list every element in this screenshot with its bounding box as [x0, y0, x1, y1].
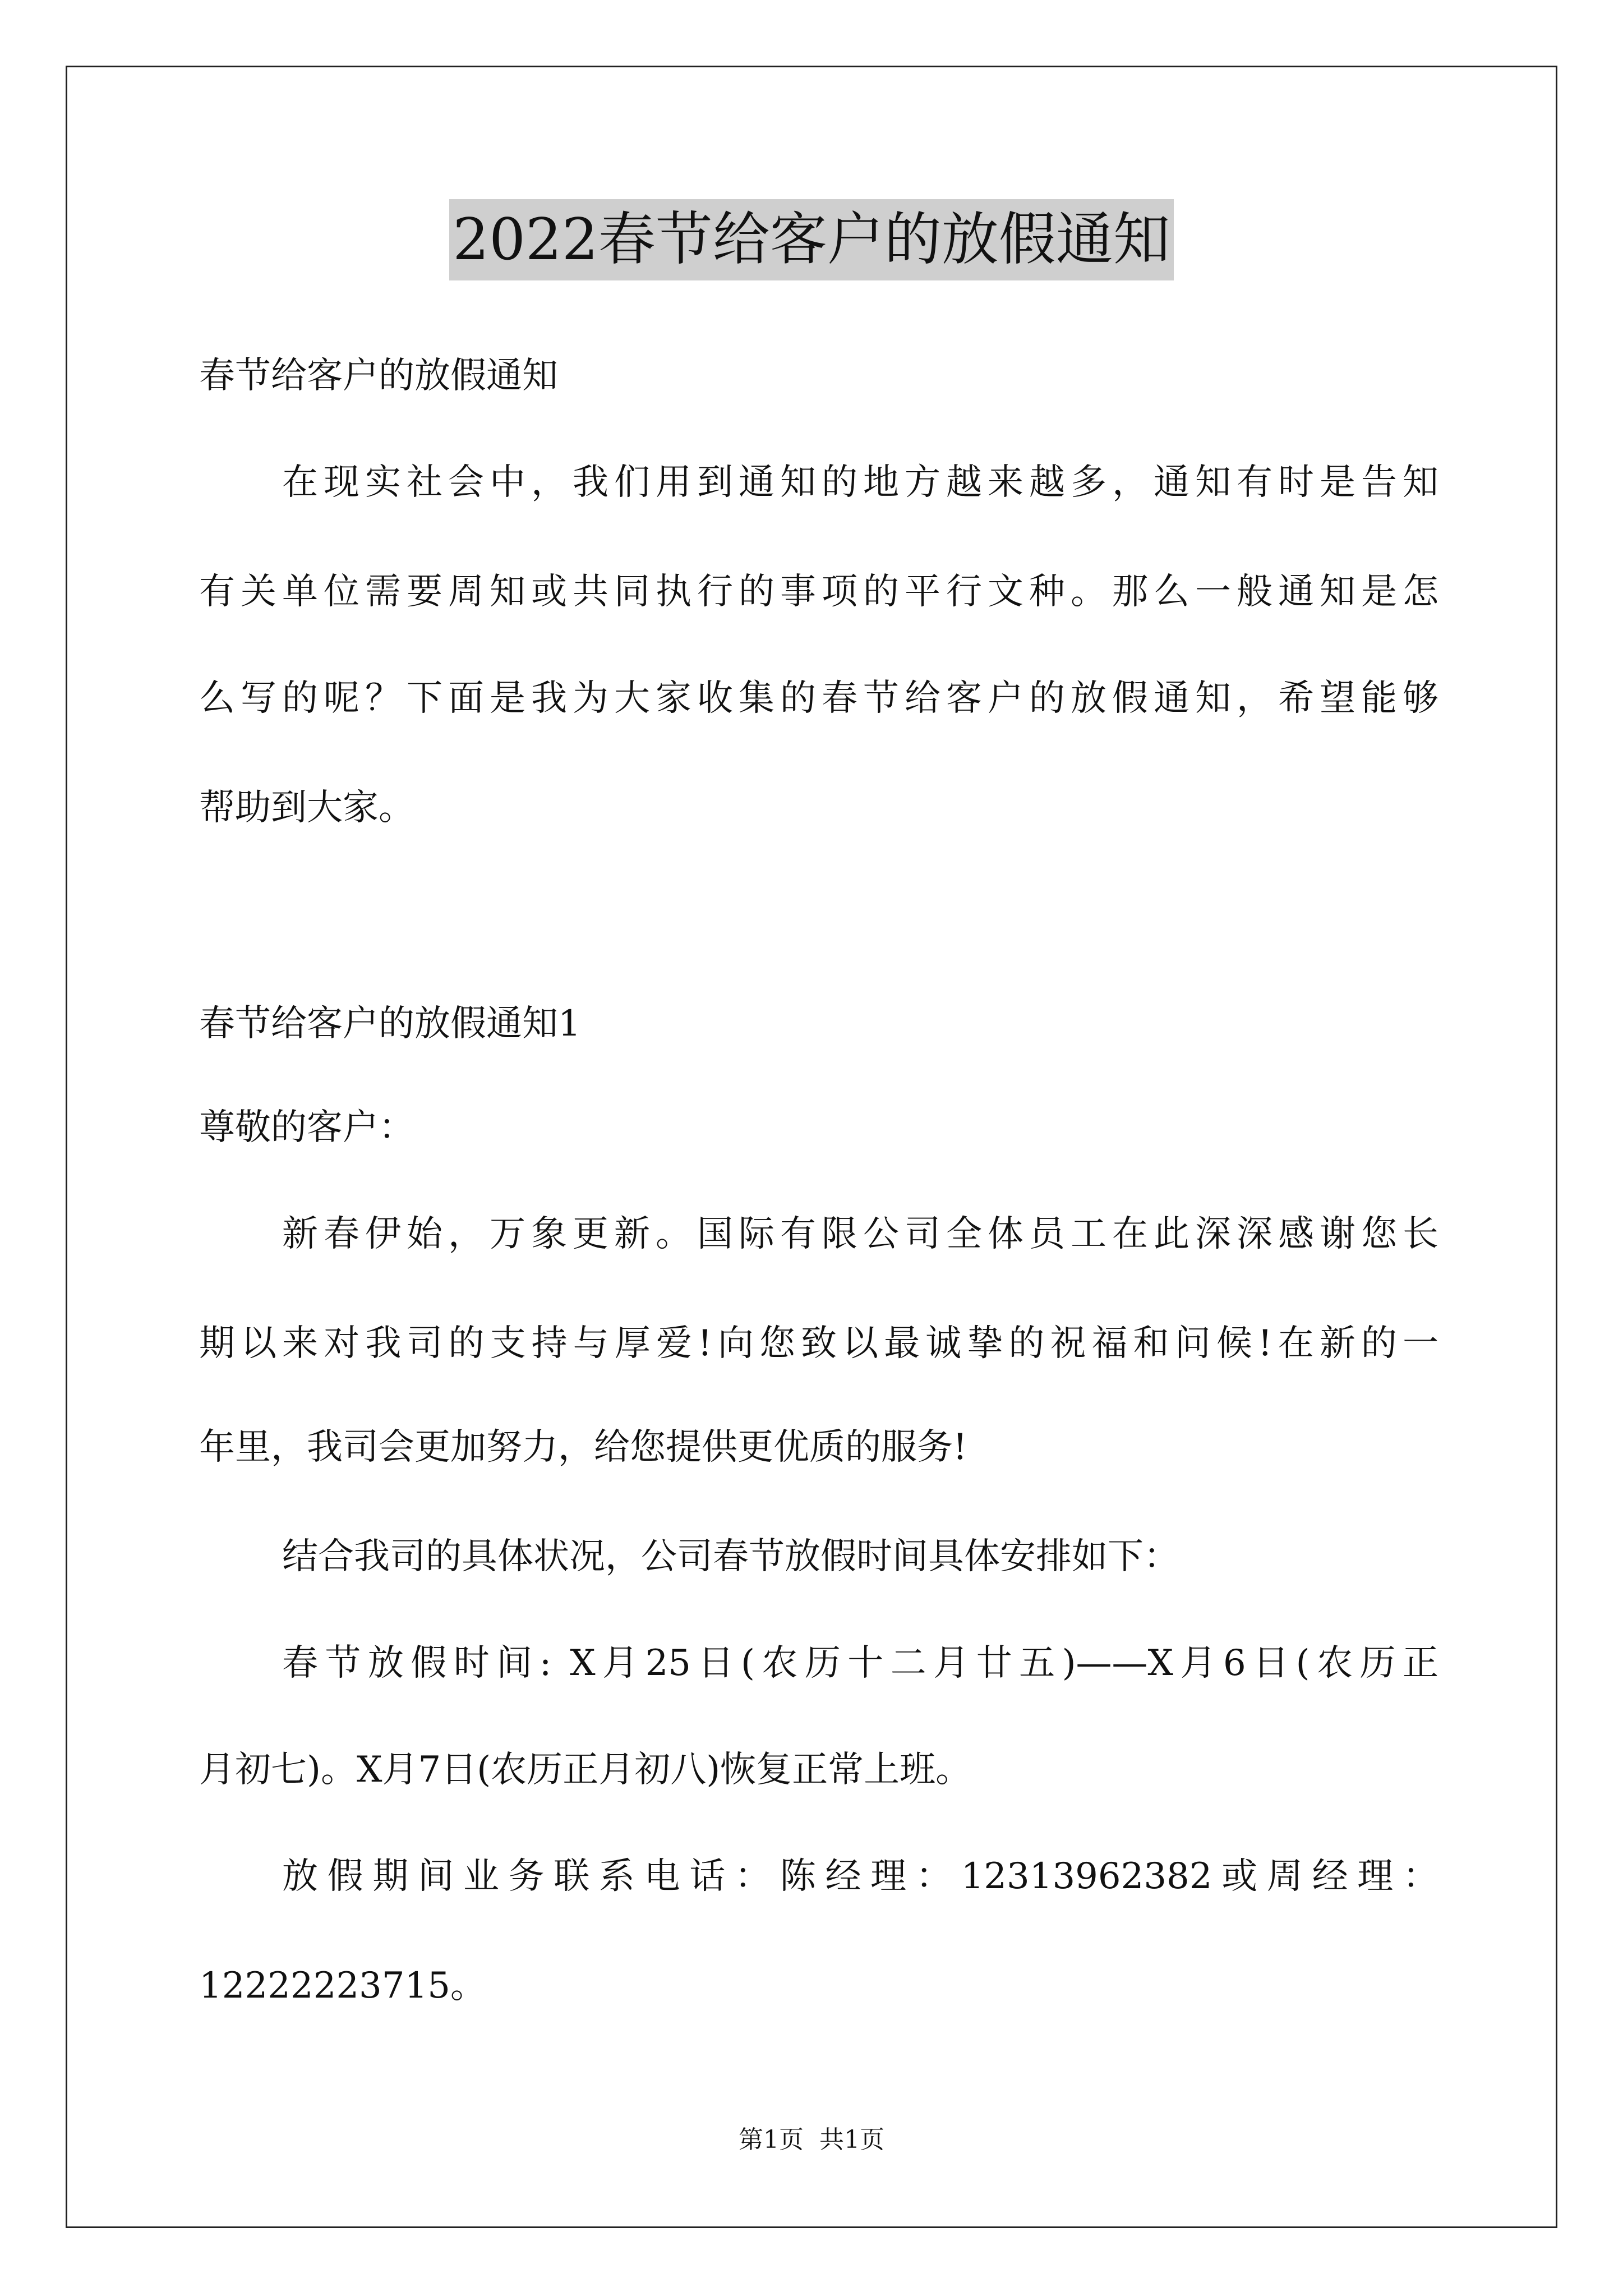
document-title: 2022春节给客户的放假通知	[449, 199, 1174, 280]
body-line-4: 结合我司的具体状况，公司春节放假时间具体安排如下：	[282, 1536, 1179, 1577]
intro-line-3: 么写的呢？下面是我为大家收集的春节给客户的放假通知，希望能够	[199, 678, 1438, 719]
salutation: 尊敬的客户：	[199, 1107, 414, 1148]
intro-line-2: 有关单位需要周知或共同执行的事项的平行文种。那么一般通知是怎	[199, 571, 1438, 613]
page-footer	[0, 2123, 1623, 2157]
body-line-7: 放假期间业务联系电话：陈经理：12313962382或周经理：	[282, 1856, 1438, 1897]
body-line-3: 年里，我司会更加努力，给您提供更优质的服务!	[199, 1427, 967, 1468]
page-total: 共1页	[819, 2125, 884, 2154]
body-line-2: 期以来对我司的支持与厚爱!向您致以最诚挚的祝福和问候!在新的一	[199, 1323, 1438, 1364]
body-line-8: 12222223715。	[199, 1965, 486, 2007]
subtitle: 春节给客户的放假通知	[199, 355, 558, 397]
body-line-1: 新春伊始，万象更新。国际有限公司全体员工在此深深感谢您长	[282, 1213, 1438, 1255]
body-line-5: 春节放假时间: X月25日(农历十二月廿五)——X月6日(农历正	[282, 1642, 1438, 1684]
section-heading: 春节给客户的放假通知1	[199, 1003, 581, 1045]
title-block	[0, 199, 1623, 280]
page-number: 第1页	[739, 2125, 804, 2154]
intro-line-1: 在现实社会中，我们用到通知的地方越来越多，通知有时是告知	[282, 462, 1438, 503]
intro-line-4: 帮助到大家。	[199, 787, 414, 829]
body-line-6: 月初七)。X月7日(农历正月初八)恢复正常上班。	[199, 1749, 972, 1791]
